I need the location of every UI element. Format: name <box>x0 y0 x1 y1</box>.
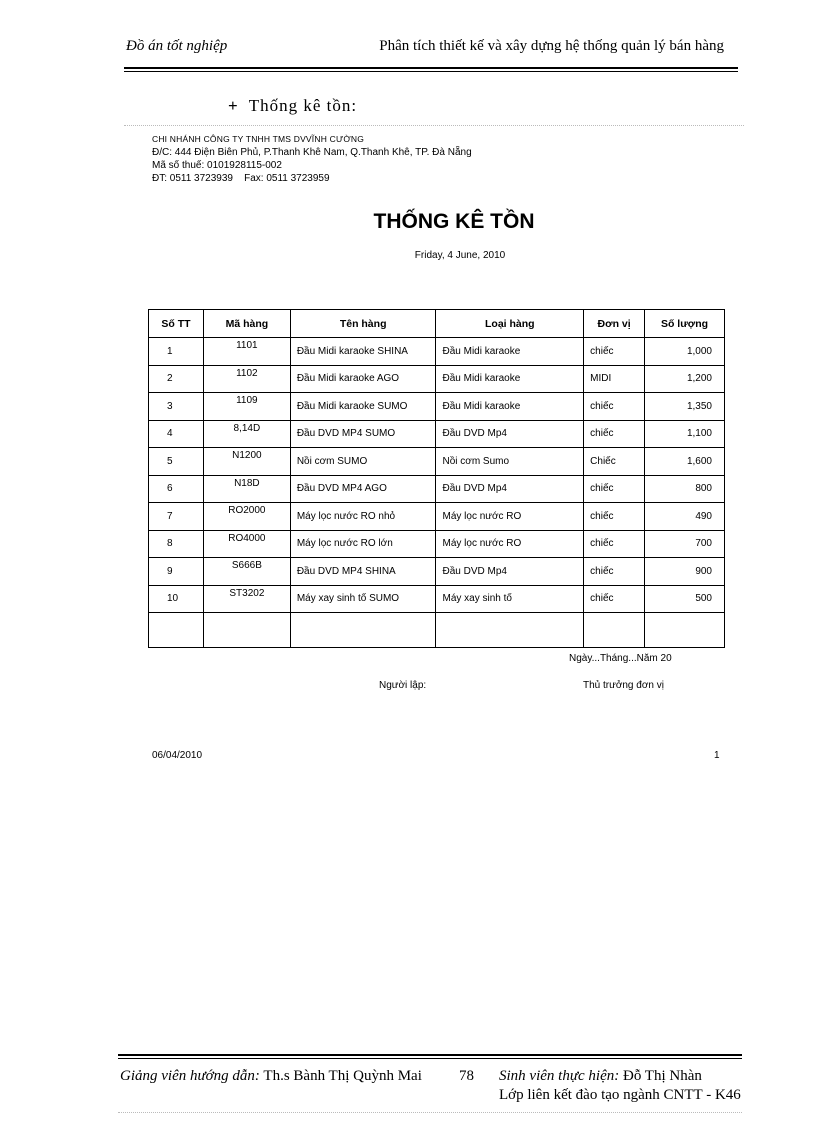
table-row <box>149 393 725 421</box>
row-name: Đầu DVD MP4 SHINA <box>290 558 436 586</box>
row-qty: 1,200 <box>645 365 725 393</box>
row-type: Đầu DVD Mp4 <box>436 558 584 586</box>
row-code: S666B <box>203 558 290 586</box>
row-stt: 9 <box>149 558 204 586</box>
col-header-stt: Số TT <box>149 310 204 338</box>
empty-cell <box>290 613 436 648</box>
row-type: Đầu Midi karaoke <box>436 338 584 366</box>
row-stt: 5 <box>149 448 204 476</box>
row-stt: 8 <box>149 530 204 558</box>
row-name: Đầu Midi karaoke SHINA <box>290 338 436 366</box>
row-type: Đầu Midi karaoke <box>436 393 584 421</box>
row-code: N1200 <box>203 448 290 476</box>
row-name: Nồi cơm SUMO <box>290 448 436 476</box>
col-header-qty: Số lượng <box>645 310 725 338</box>
row-qty: 900 <box>645 558 725 586</box>
table-row <box>149 503 725 531</box>
row-unit: MIDI <box>584 365 645 393</box>
company-tax: Mã số thuế: 0101928115-002 <box>152 160 282 171</box>
row-unit: chiếc <box>584 558 645 586</box>
row-code: 1101 <box>203 338 290 366</box>
table-row <box>149 585 725 613</box>
table-row <box>149 530 725 558</box>
advisor-label: Giảng viên hướng dẫn: <box>120 1068 260 1084</box>
row-qty: 1,000 <box>645 338 725 366</box>
row-type: Máy lọc nước RO <box>436 503 584 531</box>
row-code: 8,14D <box>203 420 290 448</box>
row-type: Máy lọc nước RO <box>436 530 584 558</box>
row-type: Máy xay sinh tố <box>436 585 584 613</box>
advisor-line <box>120 1068 422 1085</box>
row-stt: 10 <box>149 585 204 613</box>
empty-cell <box>645 613 725 648</box>
row-unit: chiếc <box>584 530 645 558</box>
row-qty: 490 <box>645 503 725 531</box>
footer-rule-thin <box>118 1058 742 1059</box>
head-of-unit-label: Thủ trưởng đơn vị <box>583 680 664 691</box>
row-qty: 1,100 <box>645 420 725 448</box>
row-qty: 800 <box>645 475 725 503</box>
empty-cell <box>436 613 584 648</box>
company-info <box>152 133 472 185</box>
report-title: THỐNG KÊ TỒN <box>373 210 535 233</box>
row-unit: chiếc <box>584 393 645 421</box>
company-address: Đ/C: 444 Điện Biên Phủ, P.Thanh Khê Nam, Q.Thanh Khê, TP. Đà Nẵng <box>152 147 472 158</box>
empty-cell <box>203 613 290 648</box>
row-type: Đầu DVD Mp4 <box>436 475 584 503</box>
row-stt: 1 <box>149 338 204 366</box>
row-code: N18D <box>203 475 290 503</box>
section-bullet: + <box>228 96 239 115</box>
header-rule-thick <box>124 67 738 69</box>
row-stt: 2 <box>149 365 204 393</box>
row-name: Máy lọc nước RO lớn <box>290 530 436 558</box>
section-heading <box>228 96 357 116</box>
row-qty: 700 <box>645 530 725 558</box>
class-line: Lớp liên kết đào tạo ngành CNTT - K46 <box>499 1087 741 1103</box>
row-stt: 4 <box>149 420 204 448</box>
row-code: 1102 <box>203 365 290 393</box>
row-unit: Chiếc <box>584 448 645 476</box>
row-type: Đầu DVD Mp4 <box>436 420 584 448</box>
student-line <box>499 1068 702 1085</box>
report-date: Friday, 4 June, 2010 <box>414 250 506 261</box>
inventory-table <box>148 309 725 648</box>
row-qty: 1,600 <box>645 448 725 476</box>
signature-date-line: Ngày...Tháng...Năm 20 <box>569 653 672 664</box>
student-name: Đỗ Thị Nhàn <box>622 1068 702 1084</box>
col-header-unit: Đơn vị <box>584 310 645 338</box>
company-phone-fax: ĐT: 0511 3723939 Fax: 0511 3723959 <box>152 173 330 184</box>
row-unit: chiếc <box>584 420 645 448</box>
table-row <box>149 420 725 448</box>
row-code: RO4000 <box>203 530 290 558</box>
row-name: Đầu DVD MP4 SUMO <box>290 420 436 448</box>
page-bottom-border <box>118 1112 742 1113</box>
footer-rule-thick <box>118 1054 742 1056</box>
company-name: CHI NHÁNH CÔNG TY TNHH TMS DVVĨNH CƯỜNG <box>152 134 365 144</box>
row-name: Đầu DVD MP4 AGO <box>290 475 436 503</box>
row-type: Đầu Midi karaoke <box>436 365 584 393</box>
empty-cell <box>584 613 645 648</box>
col-header-name: Tên hàng <box>290 310 436 338</box>
preparer-label: Người lập: <box>379 680 427 691</box>
section-title: Thống kê tồn: <box>248 96 358 115</box>
table-header-row <box>149 310 725 338</box>
row-unit: chiếc <box>584 503 645 531</box>
col-header-code: Mã hàng <box>203 310 290 338</box>
row-stt: 6 <box>149 475 204 503</box>
report-top-border <box>124 125 744 126</box>
table-row <box>149 365 725 393</box>
row-qty: 500 <box>645 585 725 613</box>
row-code: ST3202 <box>203 585 290 613</box>
page-header-right: Phân tích thiết kế và xây dựng hệ thống quản lý bán hàng <box>379 38 724 54</box>
row-code: RO2000 <box>203 503 290 531</box>
row-qty: 1,350 <box>645 393 725 421</box>
row-unit: chiếc <box>584 585 645 613</box>
header-rule-thin <box>124 71 738 72</box>
row-name: Đầu Midi karaoke SUMO <box>290 393 436 421</box>
row-unit: chiếc <box>584 338 645 366</box>
table-row <box>149 338 725 366</box>
table-row <box>149 475 725 503</box>
student-label: Sinh viên thực hiện: <box>499 1068 620 1084</box>
report-footer-page: 1 <box>714 750 720 761</box>
row-name: Máy xay sinh tố SUMO <box>290 585 436 613</box>
report-footer-date: 06/04/2010 <box>152 750 203 761</box>
col-header-type: Loại hàng <box>436 310 584 338</box>
page-header-left: Đồ án tốt nghiệp <box>126 38 228 54</box>
table-row <box>149 558 725 586</box>
row-code: 1109 <box>203 393 290 421</box>
table-row <box>149 448 725 476</box>
row-stt: 7 <box>149 503 204 531</box>
row-name: Máy lọc nước RO nhỏ <box>290 503 436 531</box>
page-number: 78 <box>459 1068 474 1084</box>
row-unit: chiếc <box>584 475 645 503</box>
row-type: Nồi cơm Sumo <box>436 448 584 476</box>
row-name: Đầu Midi karaoke AGO <box>290 365 436 393</box>
empty-cell <box>149 613 204 648</box>
row-stt: 3 <box>149 393 204 421</box>
table-empty-row <box>149 613 725 648</box>
advisor-name: Th.s Bành Thị Quỳnh Mai <box>263 1068 422 1084</box>
